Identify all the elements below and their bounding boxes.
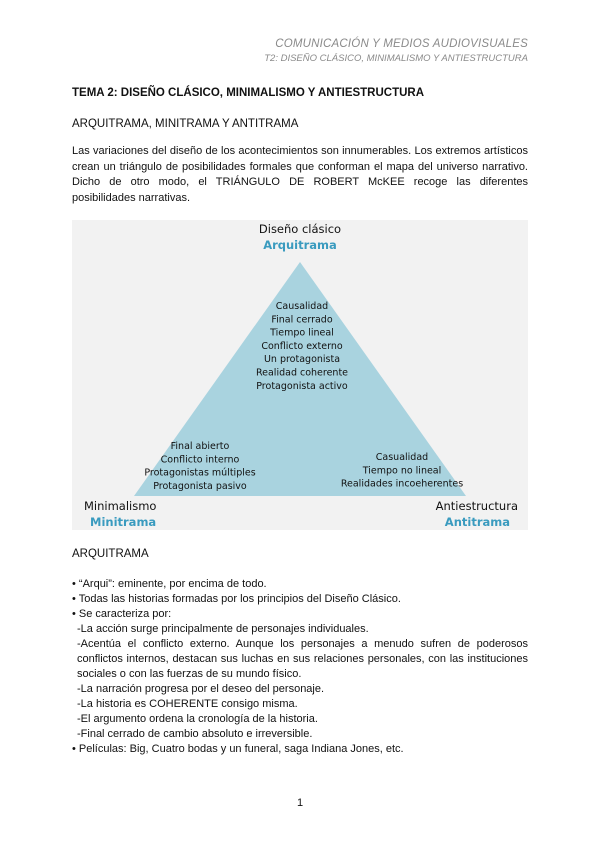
mckee-triangle-figure: [72, 220, 528, 530]
header-topic: T2: DISEÑO CLÁSICO, MINIMALISMO Y ANTIESTRUCTURA: [264, 53, 528, 64]
sub-bullet-item: -La narración progresa por el deseo del personaje.: [77, 683, 325, 695]
sub-bullet-item: -La acción surge principalmente de personajes individuales.: [77, 623, 369, 635]
document-subtitle: ARQUITRAMA, MINITRAMA Y ANTITRAMA: [72, 118, 299, 130]
right-item: Casualidad: [375, 452, 429, 463]
right-corner-sublabel: Antitrama: [444, 515, 510, 529]
top-item: Causalidad: [275, 301, 329, 312]
left-corner-label: Minimalismo: [84, 499, 157, 513]
top-item: Tiempo lineal: [270, 327, 334, 339]
right-corner-label: Antiestructura: [435, 499, 518, 513]
section-title: ARQUITRAMA: [72, 548, 149, 560]
mckee-triangle-diagram: [72, 220, 528, 530]
intro-paragraph: Las variaciones del diseño de los acontecimientos son innumerables. Los extremos artísticos crean un triángulo de posibilidades formales que conforman el mapa del universo narrativo. Dicho de otro modo, el TRIÁNGULO DE ROBERT McKEE recoge las diferentes posibilidades narrativas.: [72, 145, 528, 204]
right-item: Tiempo no lineal: [362, 465, 442, 477]
top-corner-label: Diseño clásico: [258, 222, 342, 236]
right-item: Realidades incoeherentes: [340, 478, 464, 490]
left-item: Protagonistas múltiples: [144, 467, 256, 479]
document-title: TEMA 2: DISEÑO CLÁSICO, MINIMALISMO Y ANTIESTRUCTURA: [72, 87, 425, 99]
top-item: Realidad coherente: [255, 367, 349, 379]
left-item: Protagonista pasivo: [153, 480, 247, 492]
left-item: Final abierto: [170, 441, 230, 452]
sub-bullet-item: -La historia es COHERENTE consigo misma.: [77, 698, 298, 710]
page-header: [264, 37, 528, 66]
bullet-item: • Se caracteriza por:: [72, 608, 172, 620]
top-item: Conflicto externo: [261, 340, 343, 352]
bullet-item: • “Arqui”: eminente, por encima de todo.: [72, 578, 267, 590]
top-item: Final cerrado: [271, 314, 333, 326]
header-course: COMUNICACIÓN Y MEDIOS AUDIOVISUALES: [275, 38, 528, 50]
top-item: Un protagonista: [263, 354, 341, 366]
bullet-item: • Películas: Big, Cuatro bodas y un funeral, saga Indiana Jones, etc.: [72, 743, 404, 755]
sub-bullet-item: -Final cerrado de cambio absoluto e irreversible.: [77, 728, 313, 740]
top-item: Protagonista activo: [256, 380, 348, 392]
left-item: Conflicto interno: [160, 454, 240, 466]
sub-bullet-item: -El argumento ordena la cronología de la historia.: [77, 713, 318, 725]
left-corner-sublabel: Minitrama: [90, 515, 157, 529]
bullet-list: [72, 577, 528, 757]
sub-bullet-item: -Acentúa el conflicto externo. Aunque los personajes a menudo sufren de poderosos conflictos internos, destacan sus luchas en sus relaciones personales, con las instituciones sociales o con las fuerzas de su mundo físico.: [77, 638, 528, 680]
page-number: 1: [296, 797, 304, 809]
bullet-item: • Todas las historias formadas por los principios del Diseño Clásico.: [72, 593, 401, 605]
top-corner-sublabel: Arquitrama: [263, 238, 337, 252]
